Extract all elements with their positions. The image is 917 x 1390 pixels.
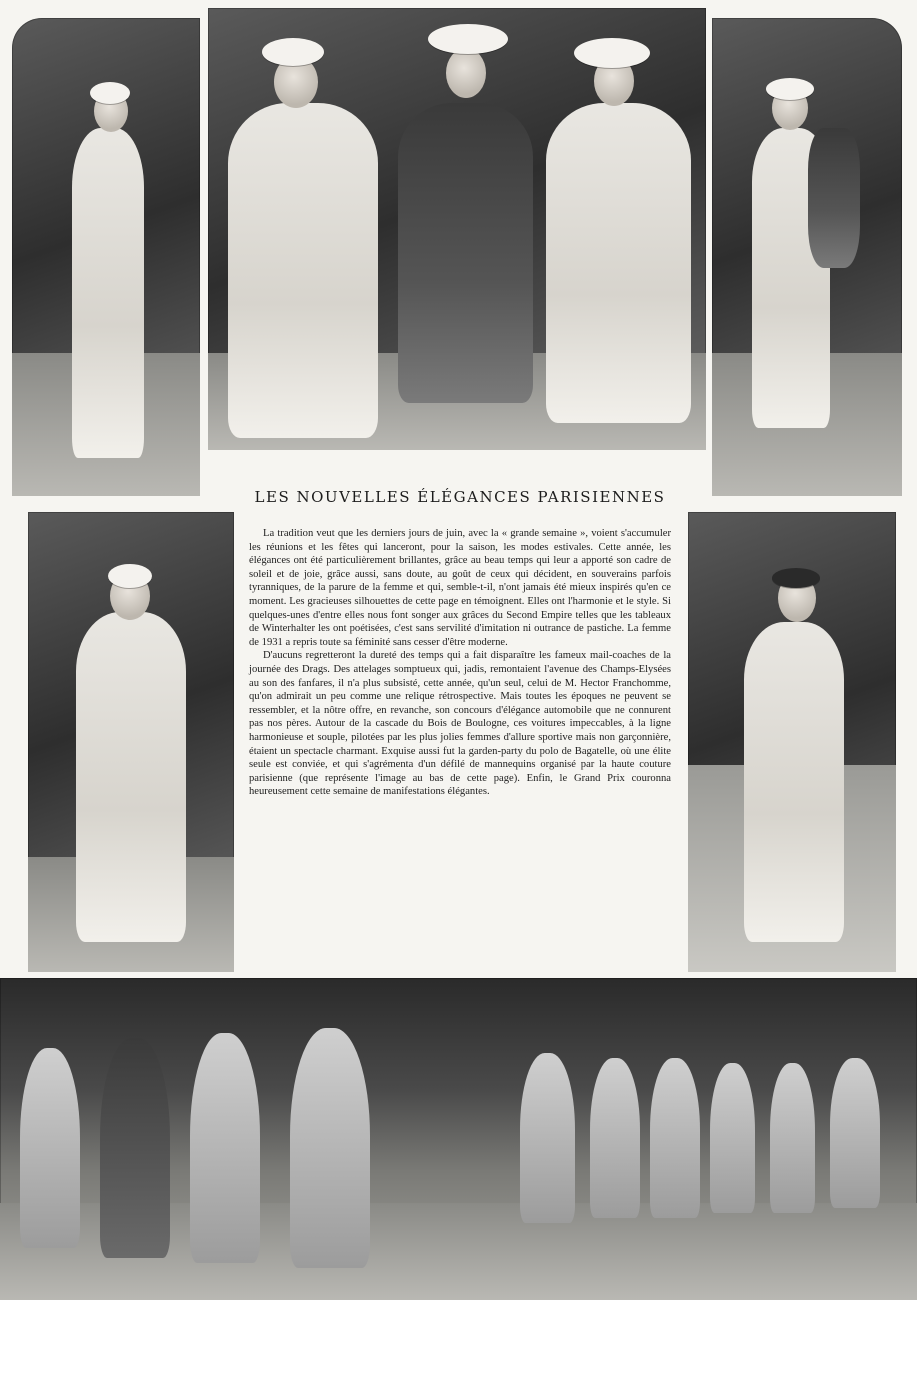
article-paragraph-1: La tradition veut que les derniers jours de juin, avec la « grande semaine », voient s'accumuler les réunions et les fêtes qui lanceront, pour la saison, les modes estivales. Cette année, les élégances ont été particulièrement brillantes, grâce au beau temps qui leur a apporté son cadre de soleil et de joie, grâce aussi, sans doute, au goût de ceux qui décident, en souverains parfois tyranniques, de la parure de la femme et qui, semble-t-il, n'ont jamais été mieux inspirés qu'en ce moment. Les gracieuses silhouettes de cette page en témoignent. Elles ont l'harmonie et le style. Si quelques-unes d'entre elles nous font songer aux grâces du Second Empire telles que les tableaux de Winterhalter les ont poétisées, c'est sans servilité d'imitation ni outrance de pastiche. La femme de 1931 a repris toute sa féminité sans cesser d'être moderne. bbox=[249, 528, 671, 648]
article-body bbox=[249, 527, 671, 799]
article-title: LES NOUVELLES ÉLÉGANCES PARISIENNES bbox=[254, 488, 666, 506]
bottom-margin bbox=[0, 1300, 917, 1390]
photo-mid-right bbox=[688, 512, 896, 972]
photo-top-right bbox=[712, 18, 902, 496]
photo-top-left bbox=[12, 18, 200, 496]
photo-mid-left bbox=[28, 512, 234, 972]
article-paragraph-2: D'aucuns regretteront la dureté des temps qui a fait disparaître les fameux mail-coaches de la journée des Drags. Des attelages somptueux qui, jadis, remontaient l'avenue des Champs-Elysées au son des fanfares, il n'a plus subsisté, cette année, qu'un seul, celui de M. Hector Franchomme, qu'on admirait un peu comme une relique rétrospective. Mais toutes les époques ne peuvent se ressembler, et la nôtre offre, en revanche, son concours d'élégance automobile que ne connurent pas nos pères. Autour de la cascade du Bois de Boulogne, ces voitures impeccables, à la ligne harmonieuse et souple, pilotées par les plus jolies femmes d'allure sportive mais non garçonnière, étaient un spectacle charmant. Exquise aussi fut la garden-party du polo de Bagatelle, où une élite seule est conviée, et qui s'agrémenta d'un défilé de mannequins organisé par la haute couture parisienne (que représente l'image au bas de cette page). Enfin, le Grand Prix couronna heureusement cette semaine de manifestations élégantes. bbox=[249, 650, 671, 798]
photo-top-center bbox=[208, 8, 706, 450]
photo-bottom-parade bbox=[0, 978, 917, 1300]
